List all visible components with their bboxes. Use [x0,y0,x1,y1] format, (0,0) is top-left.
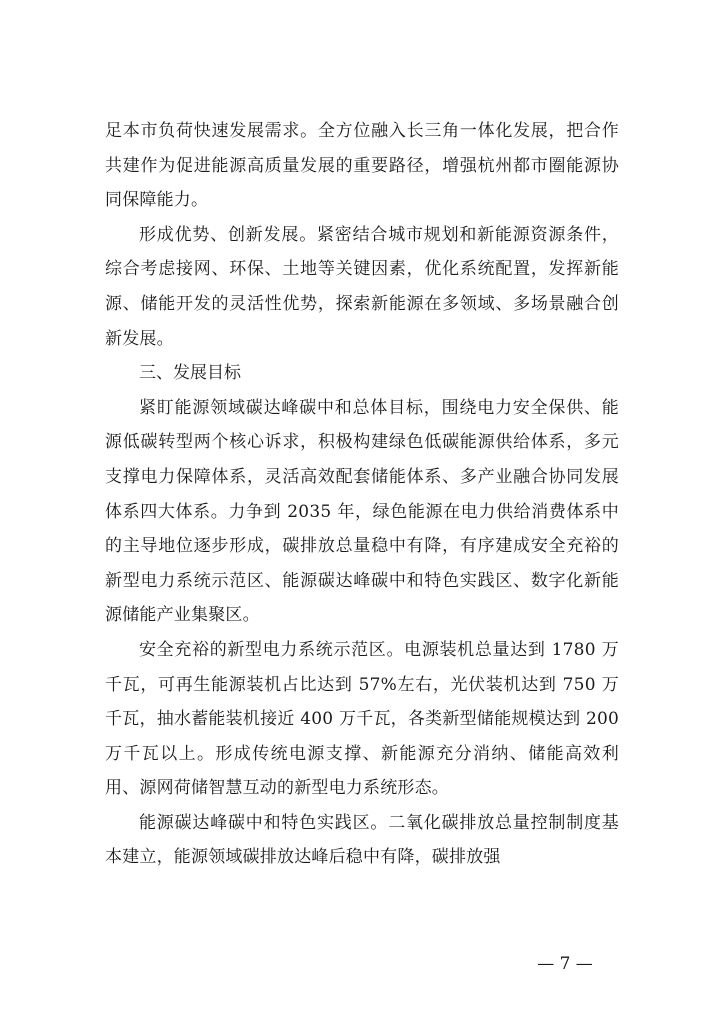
document-body [105,114,619,875]
paragraph-5: 能源碳达峰碳中和特色实践区。二氧化碳排放总量控制制度基本建立，能源领域碳排放达峰后稳中有降，碳排放强 [105,812,619,868]
paragraph-3: 紧盯能源领域碳达峰碳中和总体目标，围绕电力安全保供、能源低碳转型两个核心诉求，积极构建绿色低碳能源供给体系，多元支撑电力保障体系，灵活高效配套储能体系、多产业融合协同发展体系四大体系。力争到 2035 年，绿色能源在电力供给消费体系中的主导地位逐步形成，碳排放总量稳中有降，有序建成安全充裕的新型电力系统示范区、能源碳达峰碳中和特色实践区、数字化新能源储能产业集聚区。 [105,397,619,626]
page-number: — 7 — [537,954,593,974]
paragraph-1: 足本市负荷快速发展需求。全方位融入长三角一体化发展，把合作共建作为促进能源高质量发展的重要路径，增强杭州都市圈能源协同保障能力。 [105,121,619,211]
paragraph-2: 形成优势、创新发展。紧密结合城市规划和新能源资源条件，综合考虑接网、环保、土地等关键因素，优化系统配置，发挥新能源、储能开发的灵活性优势，探索新能源在多领域、多场景融合创新发展。 [105,224,619,349]
section-heading: 三、发展目标 [139,363,241,384]
paragraph-4: 安全充裕的新型电力系统示范区。电源装机总量达到 1780 万千瓦，可再生能源装机占比达到 57%左右，光伏装机达到 750 万千瓦，抽水蓄能装机接近 400 万千瓦，各类新型储能规模达到 200 万千瓦以上。形成传统电源支撑、新能源充分消纳、储能高效利用、源网荷储智慧互动的新型电力系统形态。 [105,639,619,799]
